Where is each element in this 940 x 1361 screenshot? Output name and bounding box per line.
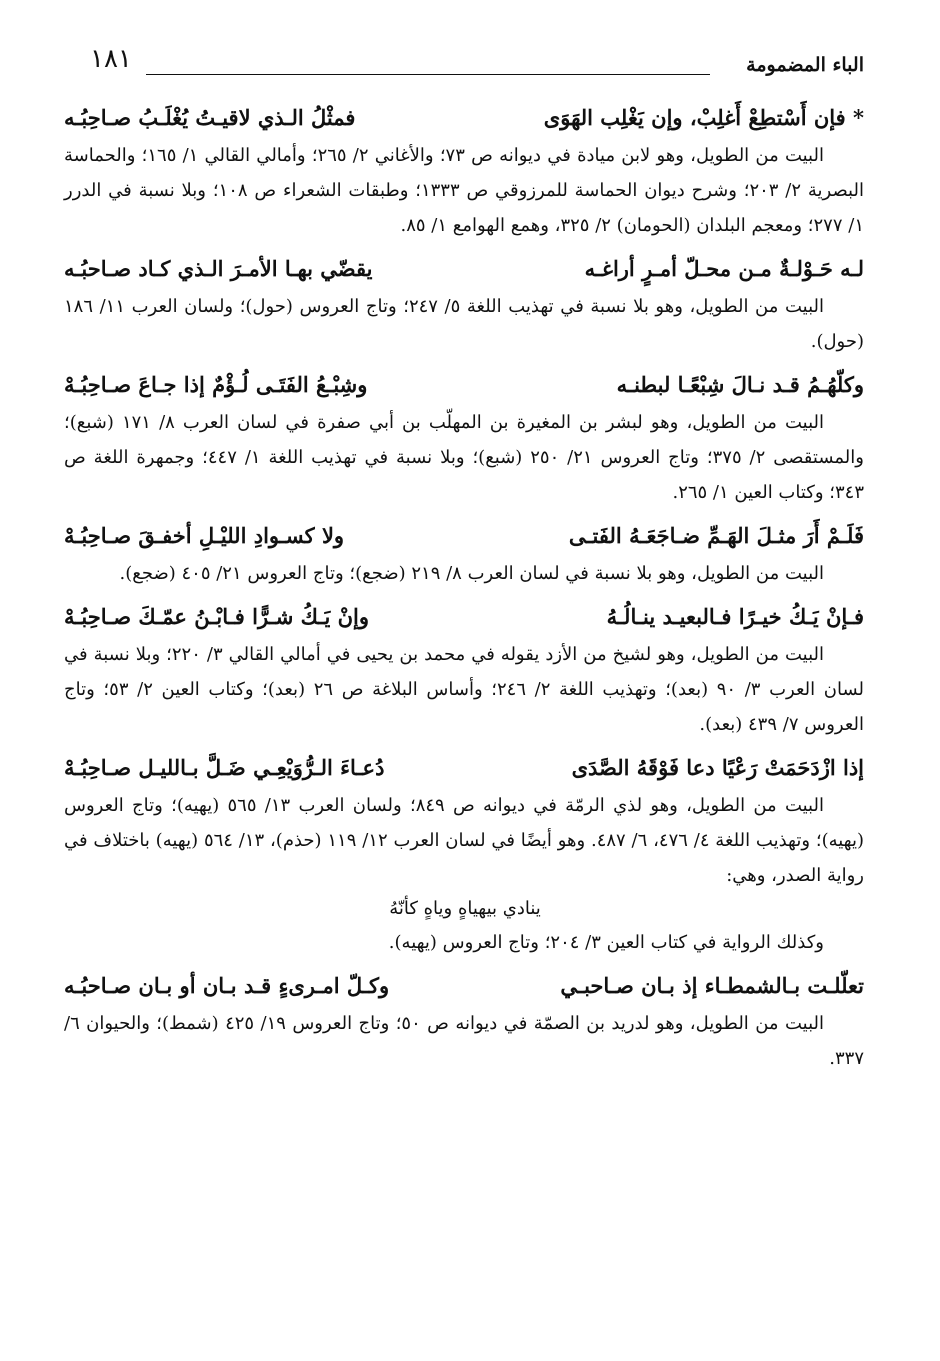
- verse-line: [60, 98, 870, 138]
- verse-line: [60, 966, 870, 1006]
- second-hemistich: دُعـاءَ الـرُّوَيْعِـي ضَـلَّ بـالليـل صـاحِبُـهْ: [64, 755, 385, 780]
- verse-entry: [60, 98, 870, 243]
- verse-commentary-continued: وكذلك الرواية في كتاب العين ٣/ ٢٠٤؛ وتاج العروس (يهيه).: [388, 932, 824, 953]
- verse-line: [60, 748, 870, 788]
- first-hemistich: فـإنْ يَـكُ خيـرًا فـالبعيـد ينـالُـهُ: [606, 604, 864, 629]
- first-hemistich: إذا ازْدَحَمَتْ رَعْيًا دعا فَوْقَهُ الصَّدَى: [571, 755, 864, 780]
- first-hemistich: لـه حَـوْلـةٌ مـن محـلّ أمـرٍ أراغـه: [584, 256, 864, 281]
- verse-entry: [60, 748, 870, 960]
- first-hemistich: فَلَـمْ أَرَ مثـلَ الهَـمِّ ضـاجَعَـهُ الفَتـى: [568, 523, 864, 548]
- second-hemistich: وشِبْـعُ الفَتَـى لُـؤْمٌ إذا جـاعَ صـاحِبُـهْ: [64, 372, 368, 397]
- verse-commentary: البيت من الطويل، وهو لذي الرمّة في ديوانه ص ٨٤٩؛ ولسان العرب ١٣/ ٥٦٥ (يهيه)؛ وتاج العروس (يهيه)؛ وتهذيب اللغة ٤/ ٤٧٦، ٦/ ٤٨٧. وهو أيضًا في لسان العرب ١٢/ ١١٩ (حذم)، ١٣/ ٥٦٤ (يهيه) باختلاف في رواية الصدر، وهي:: [64, 795, 864, 886]
- verse-commentary: البيت من الطويل، وهو بلا نسبة في لسان العرب ٨/ ٢١٩ (ضجع)؛ وتاج العروس ٢١/ ٤٠٥ (ضجع).: [119, 563, 824, 584]
- verse-line: [60, 249, 870, 289]
- verse-entry: [60, 249, 870, 359]
- verse-commentary: البيت من الطويل، وهو لدريد بن الصمّة في ديوانه ص ٥٠؛ وتاج العروس ١٩/ ٤٢٥ (شمط)؛ والحيوان ٦/ ٣٣٧.: [64, 1013, 864, 1069]
- verse-entry: [60, 365, 870, 510]
- variant-quote: ينادي بيهياهٍ وياهٍ كأنّهُ: [389, 898, 541, 919]
- running-title: الباء المضمومة: [746, 54, 864, 76]
- second-hemistich: وإنْ يَـكُ شـرًّا فـابْـنُ عمّـكَ صـاحِبُـهْ: [64, 604, 370, 629]
- page-number: ١٨١: [90, 44, 132, 74]
- first-hemistich: تعلّلـت بـالشمطـاء إذ بـان صـاحبـي: [560, 973, 864, 998]
- second-hemistich: ولا كسـوادِ الليْـلِ أخفـقَ صـاحِبُـهْ: [64, 523, 345, 548]
- header-rule: [146, 74, 710, 75]
- first-hemistich: * فإن أَسْتطِعْ أَغلِبْ، وإن يَغْلِب الهَوَى: [543, 105, 864, 130]
- verse-commentary: البيت من الطويل، وهو لشيخ من الأزد يقوله في محمد بن يحيى في أمالي القالي ٣/ ٢٢٠؛ وبلا نسبة في لسان العرب ٣/ ٩٠ (بعد)؛ وتهذيب اللغة ٢/ ٢٤٦؛ وأساس البلاغة ص ٢٦ (بعد)؛ وكتاب العين ٢/ ٥٣؛ وتاج العروس ٧/ ٤٣٩ (بعد).: [64, 644, 864, 735]
- verse-entry: [60, 597, 870, 742]
- book-page: [60, 40, 870, 1082]
- verse-entry: [60, 516, 870, 591]
- page-header: [60, 40, 870, 86]
- first-hemistich: وكلّهُـمُ قـد نـالَ شِبْعًـا لبطنـه: [616, 372, 864, 397]
- verse-line: [60, 516, 870, 556]
- verse-commentary: البيت من الطويل، وهو لابن ميادة في ديوانه ص ٧٣؛ والأغاني ٢/ ٢٦٥؛ وأمالي القالي ١/ ١٦٥؛ والحماسة البصرية ٢/ ٢٠٣؛ وشرح ديوان الحماسة للمرزوقي ص ١٣٣٣؛ وطبقات الشعراء ص ١٠٨؛ وبلا نسبة في الدرر ١/ ٢٧٧؛ ومعجم البلدان (الحومان) ٢/ ٣٢٥، وهمع الهوامع ١/ ٨٥.: [64, 145, 864, 236]
- verse-line: [60, 597, 870, 637]
- verse-commentary: البيت من الطويل، وهو لبشر بن المغيرة بن المهلّب بن أبي صفرة في لسان العرب ٨/ ١٧١ (شبع)؛ والمستقصى ٢/ ٣٧٥؛ وتاج العروس ٢١/ ٢٥٠ (شبع)؛ وبلا نسبة في تهذيب اللغة ١/ ٤٤٧؛ وجمهرة اللغة ص ٣٤٣؛ وكتاب العين ١/ ٢٦٥.: [64, 412, 864, 503]
- second-hemistich: فمثْلُ الـذي لاقيـتُ يُغْلَـبُ صـاحِبُـه: [64, 105, 356, 130]
- verse-commentary: البيت من الطويل، وهو بلا نسبة في تهذيب اللغة ٥/ ٢٤٧؛ وتاج العروس (حول)؛ ولسان العرب ١١/ ١٨٦ (حول).: [64, 296, 864, 352]
- verse-entries: [60, 98, 870, 1076]
- second-hemistich: يقضّي بهـا الأمـرَ الـذي كـاد صـاحبُـه: [64, 256, 373, 281]
- verse-line: [60, 365, 870, 405]
- second-hemistich: وكـلّ امـرىءٍ قـد بـان أو بـان صـاحبُـه: [64, 973, 390, 998]
- verse-entry: [60, 966, 870, 1076]
